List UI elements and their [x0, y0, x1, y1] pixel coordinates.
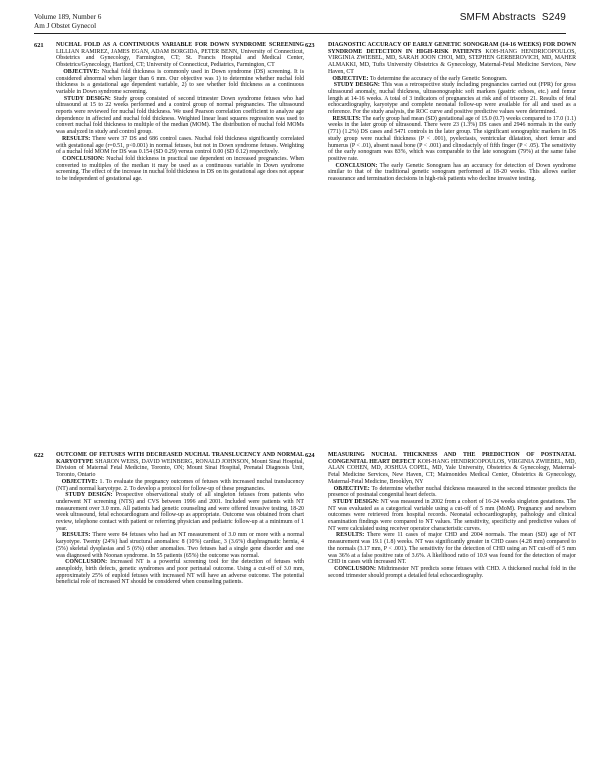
abstract-objective: Nuchal fold thickness is commonly used in Down syndrome (DS) screening. It is considered abnormal when larger than 6 mm. Our objective was 1) to determine whether nuchal fold thickness is a gestational age dependent variable, 2) to see whether fold thickness as a continuous variable in Down syndrome screening. — [56, 68, 304, 95]
abstract-results: There were 84 fetuses who had an NT measurement of 3.0 mm or more with a normal karyotype. Twenty (24%) had structural anomalies: 8 (10%) cardiac, 3 (3.6%) diaphragmatic hernia, 4 (5%) skeletal dysplasias and 5 (6%) other anomalies. Two fetuses had a single gene disorder and one was diagnosed with Noonan syndrome. In 55 patients (65%) the outcome was normal. — [56, 532, 304, 559]
section-name: SMFM Abstracts — [459, 12, 536, 23]
abstract-number: 622 — [34, 452, 44, 459]
abstract-title: OUTCOME OF FETUSES WITH DECREASED NUCHAL TRANSLUCENCY AND NORMAL KARYOTYPE — [56, 452, 304, 465]
page-header-right — [460, 12, 566, 23]
abstract-conclusion: Increased NT is a powerful screening tool for the detection of fetuses with aneuploidy, birth defects, genetic syndromes and poor perinatal outcome. Using a cut-off of 3.0 mm, approximately 25% of euploid fetuses with increased NT will have an adverse outcome. The potential beneficial role of increased NT should be considered when counseling patients. — [56, 559, 304, 586]
abstract-authors: LILLIAN RAMIREZ, JAMES EGAN, ADAM BORGIDA, PETER BENN, University of Connecticut, Obstetrics and Gynecology, Farmington, CT; St. Francis Hospital and Medical Center, Obstetrics/Gynecology, Hartford, CT; University of Connecticut, Pediatrics, Farmington, CT — [56, 48, 304, 69]
abstract-number: 621 — [34, 42, 44, 49]
abstract-authors: SHARON WEISS, DAVID WEINBERG, RONALD JOHNSON, Mount Sinai Hospital, Division of Maternal Fetal Medicine, Toronto, ON; Mount Sinai Hospital, Prenatal Diagnosis Unit, Toronto, Ontario — [56, 458, 304, 479]
abstract-conclusion: The early Genetic Sonogram has an accuracy for detection of Down syndrome similar to that of the traditional genetic sonogram performed at 18-20 weeks. This allows earlier reassurance and termination decisions in high-risk patients who decline invasive testing. — [328, 162, 576, 183]
page-number: S249 — [541, 12, 566, 23]
abstract-title: MEASURING NUCHAL THICKNESS AND THE PREDICTION OF POSTNATAL CONGENITAL HEART DEFECT — [328, 452, 576, 465]
abstract-authors: KOH-HANG HENDRICOPOULOS, VIRGINIA ZWIEBEL, MD, ALAN COHEN, MD, JOSHUA COPEL, MD, Yale University, Obstetrics & Gynecology, Maternal-Fetal Medicine Services, New Haven, CT; Maimonides Medical Center, Obstetrics & Gynecology, Maternal-Fetal Medicine, Brooklyn, NY — [328, 458, 576, 485]
abstract-number: 623 — [305, 42, 315, 49]
abstract-objective: To determine whether nuchal thickness measured in the second trimester predicts the presence of postnatal congenital heart defects. — [328, 485, 576, 499]
abstract-results: There were 11 cases of major CHD and 2004 normals. The mean (SD) age of NT measurement was 19.1 (1.8) weeks. NT was significantly greater in CHD cases (4.28 mm) compared to the normals (3.17 mm, P < .001). The sensitivity for the detection of CHD using an NT cut-off of 5 mm was 36% at a false positive rate of 3.6%. A likelihood ratio of 10.9 was found for the detection of major CHD in cases with increased NT. — [328, 532, 577, 566]
abstract-design: Prospective observational study of all singleton fetuses from patients who underwent NT screening (NTS) and CVS between 1996 and 2001. Included were patients with NT measurement over 3.0 mm. All patients had genetic counseling and were offered invasive testing, 18-20 week ultrasound, fetal echocardiogram and follow-up as appropriate. Outcome was obtained from chart review, telephone contact with patient or referring physician and pediatric follow-up at a minimum of 1 year. — [56, 492, 304, 532]
abstract-title: NUCHAL FOLD AS A CONTINUOUS VARIABLE FOR DOWN SYNDROME SCREENING — [56, 42, 304, 48]
abstract-623: DIAGNOSTIC ACCURACY OF EARLY GENETIC SONOGRAM (14-16 WEEKS) FOR DOWN SYNDROME DETECTION IN HIGH-RISK PATIENTS KOH-HANG HENDRICOPOULOS, VIRGINIA ZWIEBEL, MD, SARAH JOON CHOI, MD, STEPHEN GERBEROVICH, MD, MAHER ALMAKKI, MD, Tufts University Obstetrics & Gynecology, Maternal-Fetal Medicine Services, New Haven, CT OBJECTIVE: To determine the accuracy of the early Genetic Sonogram. STUDY DESIGN: This was a retrospective study including pregnancies carried out (FPR) for gross ultrasound anomaly, nuchal thickness, ultrasonographic soft markers (gastric echoes, etc.) and femur length at 14-16 weeks. A total of 3 indicators of pregnancies at risk and of trisomy 21. Results of fetal echocardiography, karyotype and complete neonatal follow-up were available for all and used as a reference. For the study analysis, the ROC curve and positive predictive values were determined. RESULTS: The early group had mean (SD) gestational age of 15.0 (0.7) weeks compared to 17.0 (1.1) weeks in the later group of ultrasound. There were 23 (1.3%) DS cases and 2946 normals in the early (771) (1.2%) DS cases and 5471 controls in the later group. The significant sonographic markers in DS study group were nuchal thickness (P < .001), pyelectasis, ventricular dilatation, short femur and humerus (P < .01), absent nasal bone (P < .001) and clinodactyly of fifth finger (P < .05). The sensitivity of the early sonogram was 83%, which was comparable to the late sonogram (79%) at the same false positive rate. CONCLUSION: The early Genetic Sonogram has an accuracy for detection of Down syndrome similar to that of the traditional genetic sonogram performed at 18-20 weeks. This allows earlier reassurance and termination decisions in high-risk patients who decline invasive testing. — [328, 42, 577, 183]
abstract-621: NUCHAL FOLD AS A CONTINUOUS VARIABLE FOR DOWN SYNDROME SCREENING LILLIAN RAMIREZ, JAMES EGAN, ADAM BORGIDA, PETER BENN, University of Connecticut, Obstetrics and Gynecology, Farmington, CT; St. Francis Hospital and Medical Center, Obstetrics/Gynecology, Hartford, CT; University of Connecticut, Pediatrics, Farmington, CT OBJECTIVE: Nuchal fold thickness is commonly used in Down syndrome (DS) screening. It is considered abnormal when larger than 6 mm. Our objective was 1) to determine whether nuchal fold thickness is a gestational age dependent variable, 2) to see whether fold thickness as a continuous variable in Down syndrome screening. STUDY DESIGN: Study group consisted of second trimester Down syndrome fetuses who had ultrasound at 15 to 22 weeks performed and a control group of normal pregnancies. The ultrasound reports were reviewed for nuchal fold thickness. We used Pearson correlation coefficient to analyze age dependence in affected and nuchal fold thickness. Weighted linear least squares regression was used to convert nuchal fold thickness to multiple of the median (MOM). The distribution of nuchal fold MOMs was analyzed in study and control group. RESULTS: There were 37 DS and 686 control cases. Nuchal fold thickness significantly correlated with gestational age (r=0.51, p<0.001) in normal fetuses, but not in Down syndrome fetuses. Weighting of a nuchal fold MOM for DS was 0.154 (SD 0.29) versus control 0.00 (SD 0.12) respectively. CONCLUSION: Nuchal fold thickness in practical use dependent on increased pregnancies. When converted to multiples of the median it may be used as a continuous variable in Down syndrome screening. The effect of the increase in nuchal fold thickness in DS on its gestational age does not appear to be independent of gestational age. — [56, 42, 305, 183]
abstract-624: MEASURING NUCHAL THICKNESS AND THE PREDICTION OF POSTNATAL CONGENITAL HEART DEFECT KOH-HANG HENDRICOPOULOS, VIRGINIA ZWIEBEL, MD, ALAN COHEN, MD, JOSHUA COPEL, MD, Yale University, Obstetrics & Gynecology, Maternal-Fetal Medicine Services, New Haven, CT; Maimonides Medical Center, Obstetrics & Gynecology, Maternal-Fetal Medicine, Brooklyn, NY OBJECTIVE: To determine whether nuchal thickness measured in the second trimester predicts the presence of postnatal congenital heart defects. STUDY DESIGN: NT was measured in 2002 from a cohort of 16-24 weeks singleton gestations. The NT was evaluated as a categorical variable using a cut-off of 5 mm (MoM). Pregnancy and newborn outcomes were retrieved from hospital records. Neonatal echocardiography, pathology and clinical examination findings were compared to NT values. The sensitivity, specificity and predictive values of NT were calculated using receiver operator characteristic curves. RESULTS: There were 11 cases of major CHD and 2004 normals. The mean (SD) age of NT measurement was 19.1 (1.8) weeks. NT was significantly greater in CHD cases (4.28 mm) compared to the normals (3.17 mm, P < .001). The sensitivity for the detection of CHD using an NT cut-off of 5 mm was 36% at a false positive rate of 3.6%. A likelihood ratio of 10.9 was found for the detection of major CHD in cases with increased NT. CONCLUSION: Midtrimester NT predicts some fetuses with CHD. A thickened nuchal fold in the second trimester should prompt a detailed fetal echocardiography. — [328, 452, 577, 579]
abstract-conclusion: Nuchal fold thickness in practical use dependent on increased pregnancies. When converted to multiples of the median it may be used as a continuous variable in Down syndrome screening. The effect of the increase in nuchal fold thickness in DS on its gestational age does not appear to be independent of gestational age. — [56, 155, 304, 183]
abstract-results: The early group had mean (SD) gestational age of 15.0 (0.7) weeks compared to 17.0 (1.1) weeks in the later group of ultrasound. There were 23 (1.3%) DS cases and 2946 normals in the early (771) (1.2%) DS cases and 5471 controls in the later group. The significant sonographic markers in DS study group were nuchal thickness (P < .001), pyelectasis, ventricular dilatation, short femur and humerus (P < .01), absent nasal bone (P < .001) and clinodactyly of fifth finger (P < .05). The sensitivity of the early sonogram was 83%, which was comparable to the late sonogram (79%) at the same false positive rate. — [328, 115, 577, 162]
abstract-objective: 1. To evaluate the pregnancy outcomes of fetuses with increased nuchal translucency (NT) and normal karyotype. 2. To develop a protocol for follow-up of these pregnancies. — [56, 478, 305, 492]
abstract-design: This was a retrospective study including pregnancies carried out (FPR) for gross ultrasound anomaly, nuchal thickness, ultrasonographic soft markers (gastric echoes, etc.) and femur length at 14-16 weeks. A total of 3 indicators of pregnancies at risk and of trisomy 21. Results of fetal echocardiography, karyotype and complete neonatal follow-up were available for all and used as a reference. For the study analysis, the ROC curve and positive predictive values were determined. — [328, 82, 576, 116]
header-rule — [34, 33, 566, 34]
journal-volume: Volume 189, Number 6 — [34, 13, 102, 21]
abstract-authors: KOH-HANG HENDRICOPOULOS, VIRGINIA ZWIEBEL, MD, SARAH JOON CHOI, MD, STEPHEN GERBEROVICH, MD, MAHER ALMAKKI, MD, Tufts University Obstetrics & Gynecology, Maternal-Fetal Medicine Services, New Haven, CT — [328, 48, 576, 75]
abstract-622: OUTCOME OF FETUSES WITH DECREASED NUCHAL TRANSLUCENCY AND NORMAL KARYOTYPE SHARON WEISS, DAVID WEINBERG, RONALD JOHNSON, Mount Sinai Hospital, Division of Maternal Fetal Medicine, Toronto, ON; Mount Sinai Hospital, Prenatal Diagnosis Unit, Toronto, Ontario OBJECTIVE: 1. To evaluate the pregnancy outcomes of fetuses with increased nuchal translucency (NT) and normal karyotype. 2. To develop a protocol for follow-up of these pregnancies. STUDY DESIGN: Prospective observational study of all singleton fetuses from patients who underwent NT screening (NTS) and CVS between 1996 and 2001. Included were patients with NT measurement over 3.0 mm. All patients had genetic counseling and were offered invasive testing, 18-20 week ultrasound, fetal echocardiogram and follow-up as appropriate. Outcome was obtained from chart review, telephone contact with patient or referring physician and pediatric follow-up at a minimum of 1 year. RESULTS: There were 84 fetuses who had an NT measurement of 3.0 mm or more with a normal karyotype. Twenty (24%) had structural anomalies: 8 (10%) cardiac, 3 (3.6%) diaphragmatic hernia, 4 (5%) skeletal dysplasias and 5 (6%) other anomalies. Two fetuses had a single gene disorder and one was diagnosed with Noonan syndrome. In 55 patients (65%) the outcome was normal. CONCLUSION: Increased NT is a powerful screening tool for the detection of fetuses with aneuploidy, birth defects, genetic syndromes and poor perinatal outcome. Using a cut-off of 3.0 mm, approximately 25% of euploid fetuses with increased NT will have an adverse outcome. The potential beneficial role of increased NT should be considered when counseling patients. — [56, 452, 305, 586]
journal-name: Am J Obstet Gynecol — [34, 21, 97, 30]
abstract-objective: To determine the accuracy of the early Genetic Sonogram. — [369, 75, 508, 82]
abstract-title: DIAGNOSTIC ACCURACY OF EARLY GENETIC SONOGRAM (14-16 WEEKS) FOR DOWN SYNDROME DETECTION IN HIGH-RISK PATIENTS — [328, 42, 576, 55]
abstract-number: 624 — [305, 452, 315, 459]
abstract-results: There were 37 DS and 686 control cases. Nuchal fold thickness significantly correlated with gestational age (r=0.51, p<0.001) in normal fetuses, but not in Down syndrome fetuses. Weighting of a nuchal fold MOM for DS was 0.154 (SD 0.29) versus control 0.00 (SD 0.12) respectively. — [56, 135, 304, 156]
abstract-design: Study group consisted of second trimester Down syndrome fetuses who had ultrasound at 15 to 22 weeks performed and a control group of normal pregnancies. The ultrasound reports were reviewed for nuchal fold thickness. We used Pearson correlation coefficient to analyze age dependence in affected and nuchal fold thickness. Weighted linear least squares regression was used to convert nuchal fold thickness to multiple of the median (MOM). The distribution of nuchal fold MOMs was analyzed in study and control group. — [56, 95, 305, 136]
page-header-left — [34, 13, 101, 30]
abstract-conclusion: Midtrimester NT predicts some fetuses with CHD. A thickened nuchal fold in the second trimester should prompt a detailed fetal echocardiography. — [328, 565, 577, 579]
abstract-design: NT was measured in 2002 from a cohort of 16-24 weeks singleton gestations. The NT was evaluated as a categorical variable using a cut-off of 5 mm (MoM). Pregnancy and newborn outcomes were retrieved from hospital records. Neonatal echocardiography, pathology and clinical examination findings were compared to NT values. The sensitivity, specificity and predictive values of NT were calculated using receiver operator characteristic curves. — [328, 498, 576, 532]
